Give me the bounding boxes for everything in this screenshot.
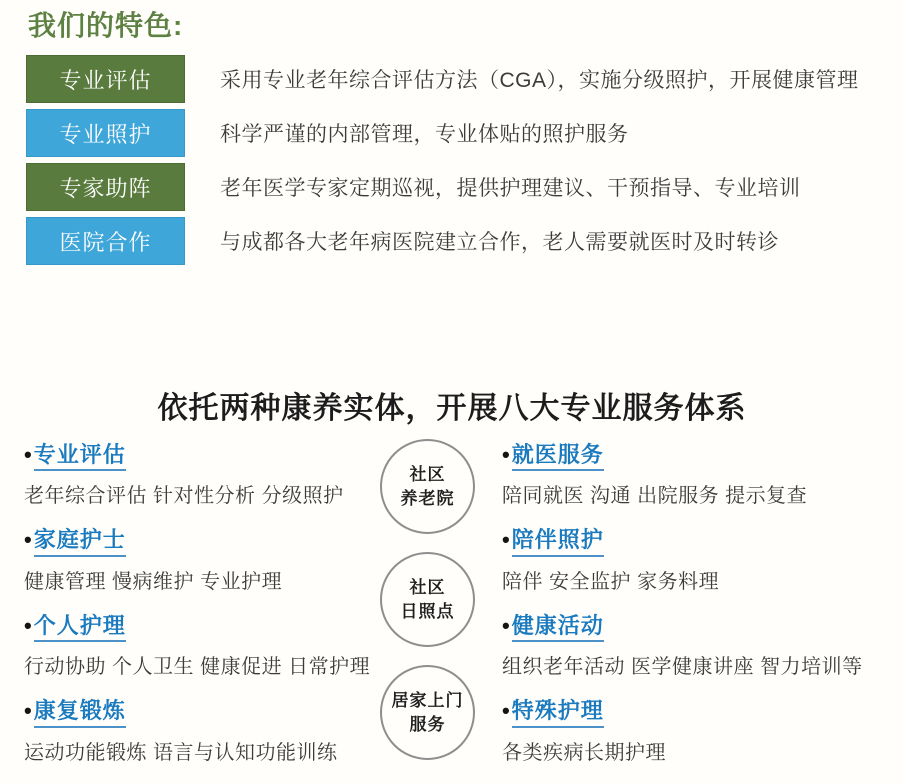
entity-circle-home-visit [380, 665, 475, 760]
service-description: 运动功能锻炼 语言与认知功能训练 [24, 741, 338, 764]
services-right-column [502, 442, 902, 784]
service-description: 老年综合评估 针对性分析 分级照护 [24, 485, 344, 508]
service-description: 行动协助 个人卫生 健康促进 日常护理 [24, 656, 371, 679]
feature-box-assessment: 专业评估 [26, 55, 185, 103]
entity-line: 养老院 [400, 488, 455, 508]
bullet-icon: • [502, 698, 510, 724]
service-description: 陪伴 安全监护 家务料理 [502, 570, 720, 593]
service-link-personal-care[interactable]: 个人护理 [34, 613, 126, 642]
feature-description: 与成都各大老年病医院建立合作，老人需要就医时及时转诊 [220, 231, 779, 254]
bullet-icon: • [24, 527, 32, 553]
bullet-icon: • [502, 442, 510, 467]
service-item [502, 527, 902, 593]
service-description: 组织老年活动 医学健康讲座 智力培训等 [502, 656, 863, 679]
service-item [502, 442, 902, 508]
bullet-icon: • [24, 442, 32, 467]
bullet-icon: • [24, 698, 32, 724]
entity-line: 服务 [409, 714, 446, 734]
features-section [26, 4, 886, 271]
feature-row [26, 109, 886, 157]
entity-circle-nursing-home [380, 439, 475, 534]
service-item [502, 698, 902, 764]
feature-box-experts: 专家助阵 [26, 163, 185, 211]
entity-line: 社区 [409, 464, 446, 484]
service-link-home-nurse[interactable]: 家庭护士 [34, 527, 126, 556]
bullet-icon: • [502, 527, 510, 553]
service-link-rehab[interactable]: 康复锻炼 [34, 698, 126, 727]
feature-row [26, 55, 886, 103]
service-description: 健康管理 慢病维护 专业护理 [24, 570, 283, 593]
bullet-icon: • [24, 612, 32, 638]
services-heading: 依托两种康养实体，开展八大专业服务体系 [157, 392, 747, 425]
service-link-companion-care[interactable]: 陪伴照护 [512, 527, 604, 556]
service-item [24, 698, 379, 764]
entity-circle-daycare [380, 552, 475, 647]
service-description: 陪同就医 沟通 出院服务 提示复查 [502, 485, 808, 508]
service-link-health-activities[interactable]: 健康活动 [512, 613, 604, 642]
services-left-column [24, 442, 379, 784]
feature-description: 采用专业老年综合评估方法（CGA），实施分级照护，开展健康管理 [220, 69, 859, 92]
service-item [24, 442, 379, 508]
service-link-medical-escort[interactable]: 就医服务 [512, 442, 604, 471]
service-link-special-nursing[interactable]: 特殊护理 [512, 698, 604, 727]
feature-box-hospital: 医院合作 [26, 217, 185, 265]
services-section [0, 383, 904, 782]
features-heading: 我们的特色: [28, 10, 184, 41]
feature-row [26, 163, 886, 211]
service-description: 各类疾病长期护理 [502, 741, 666, 764]
service-link-assessment[interactable]: 专业评估 [34, 442, 126, 471]
entity-line: 社区 [409, 577, 446, 597]
feature-description: 老年医学专家定期巡视，提供护理建议、干预指导、专业培训 [220, 177, 801, 200]
service-item [502, 613, 902, 679]
service-item [24, 613, 379, 679]
entity-line: 居家上门 [391, 690, 464, 710]
entity-line: 日照点 [400, 601, 455, 621]
entity-circles [380, 439, 476, 778]
feature-description: 科学严谨的内部管理，专业体贴的照护服务 [220, 123, 629, 146]
bullet-icon: • [502, 612, 510, 638]
service-item [24, 527, 379, 593]
feature-row [26, 217, 886, 265]
feature-box-care: 专业照护 [26, 109, 185, 157]
